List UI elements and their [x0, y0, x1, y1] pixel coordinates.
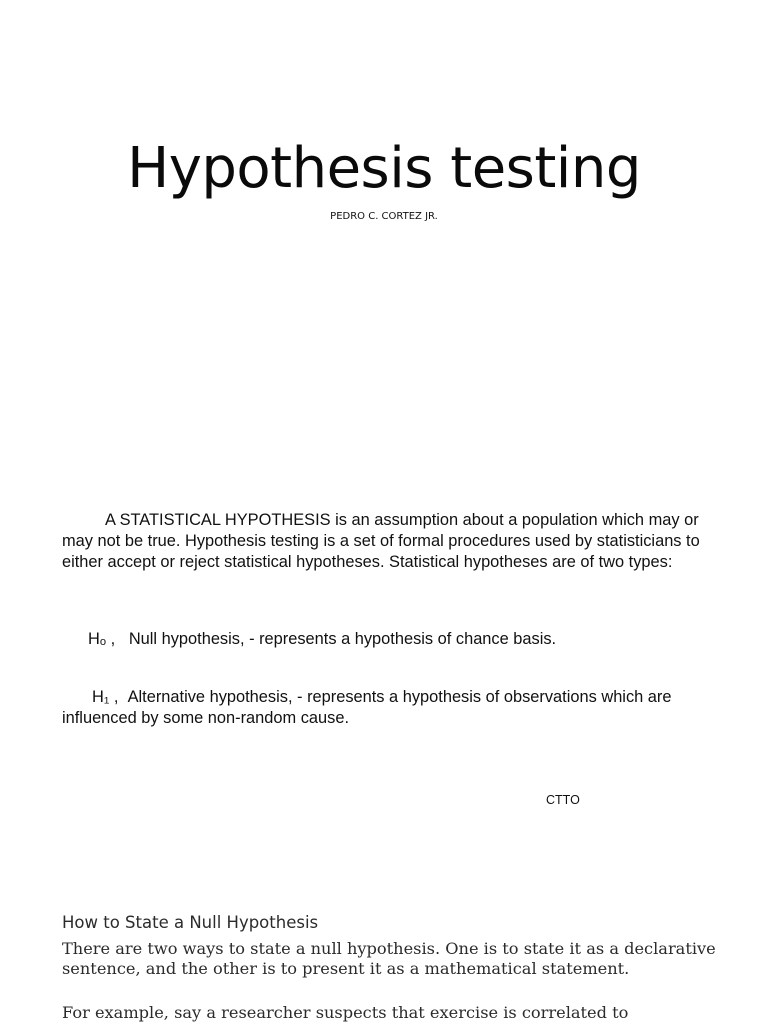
intro-paragraph	[62, 510, 712, 573]
section-heading: How to State a Null Hypothesis	[62, 913, 319, 932]
section-paragraph: For example, say a researcher suspects that exercise is correlated to	[62, 1003, 629, 1022]
null-hypothesis-text: Null hypothesis, - represents a hypothesis of chance basis.	[128, 630, 557, 648]
author-name: PEDRO C. CORTEZ JR.	[330, 211, 438, 222]
intro-paragraph-text: A STATISTICAL HYPOTHESIS is an assumption about a population which may or may not be true. Hypothesis testing is a set of formal procedures used by statisticians to either accept or reject statistical hypotheses. Statistical hypotheses are of two types:	[62, 511, 700, 571]
alternative-hypothesis-item	[62, 687, 712, 729]
section-paragraph: There are two ways to state a null hypothesis. One is to state it as a declarative sentence, and the other is to present it as a mathematical statement.	[62, 939, 716, 978]
null-hypothesis-symbol: Hₒ ,	[88, 630, 116, 648]
credit-label: CTTO	[546, 793, 580, 807]
document-title: Hypothesis testing	[127, 136, 641, 201]
alternative-hypothesis-text: Alternative hypothesis, - represents a hypothesis of observations which are influenced by some non-random cause.	[62, 688, 672, 727]
alternative-hypothesis-symbol: H₁ ,	[92, 688, 119, 706]
null-hypothesis-item	[88, 629, 708, 650]
